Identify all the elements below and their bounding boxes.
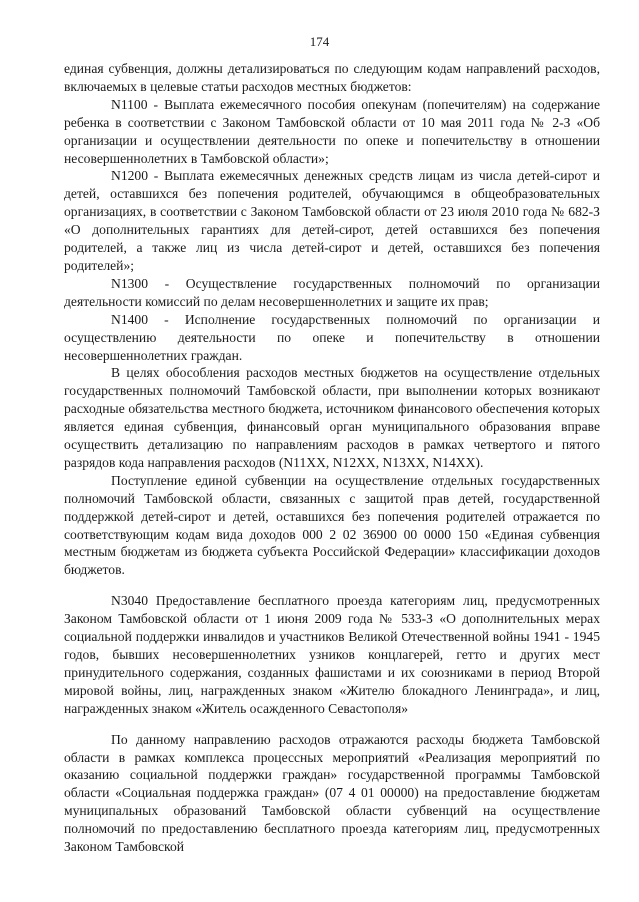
paragraph-n1200: N1200 - Выплата ежемесячных денежных средств лицам из числа детей-сирот и детей, оставшихся без попечения родителей, обучающимся в общеобразовательных организациях, в соответствии с Законом Тамбовской области от 23 июля 2010 года № 682-З «О дополнительных гарантиях для детей-сирот, детей оставшихся без попечения родителей, а также лиц из числа детей-сирот и детей, оставшихся без попечения родителей»; bbox=[64, 168, 600, 273]
paragraph-n3040-body: По данному направлению расходов отражаются расходы бюджета Тамбовской области в рамках комплекса процессных мероприятий «Реализация мероприятий по оказанию социальной поддержки граждан» государственной программы Тамбовской области «Социальная поддержка граждан» (07 4 01 00000) на предоставление бюджетам муниципальных образований Тамбовской области субвенций на осуществление полномочий по предоставлению бесплатного проезда категориям лиц, предусмотренных Законом Тамбовской bbox=[64, 731, 600, 855]
paragraph-n1400: N1400 - Исполнение государственных полномочий по организации и осуществлению деятельности по опеке и попечительству в отношении несовершеннолетних граждан. bbox=[64, 311, 600, 363]
paragraph-revenue: Поступление единой субвенции на осуществление отдельных государственных полномочий Тамбовской области, связанных с защитой прав детей, государственной поддержкой детей-сирот и детей, оставшихся без попечения родителей отражается по соответствующим кодам вида доходов 000 2 02 36900 00 0000 150 «Единая субвенция местным бюджетам из бюджета субъекта Российской Федерации» классификации доходов бюджетов. bbox=[64, 472, 600, 578]
paragraph-n1100: N1100 - Выплата ежемесячного пособия опекунам (попечителям) на содержание ребенка в соответствии с Законом Тамбовской области от 10 мая 2011 года № 2-З «Об организации и осуществлении деятельности по опеке и попечительству в отношении несовершеннолетних в Тамбовской области»; bbox=[64, 96, 600, 166]
paragraph-intro: единая субвенция, должны детализироваться по следующим кодам направлений расходов, включаемых в целевые статьи расходов местных бюджетов: bbox=[64, 61, 600, 94]
paragraph-detailing: В целях обособления расходов местных бюджетов на осуществление отдельных государственных полномочий Тамбовской области, при выполнении которых возникают расходные обязательства местного бюджета, источником финансового обеспечения которых является единая субвенция, финансовый орган муниципального образования вправе осуществить детализацию по направлениям расходов в рамках четвертого и пятого разрядов кода направления расходов (N11ХХ, N12ХХ, N13ХХ, N14ХХ). bbox=[64, 365, 600, 470]
page-number: 174 bbox=[309, 34, 330, 49]
document-body bbox=[64, 60, 600, 856]
paragraph-n1300: N1300 - Осуществление государственных полномочий по организации деятельности комиссий по делам несовершеннолетних и защите их прав; bbox=[64, 275, 600, 309]
paragraph-n3040-heading: N3040 Предоставление бесплатного проезда категориям лиц, предусмотренных Законом Тамбовской области от 1 июня 2009 года № 533-З «О дополнительных мерах социальной поддержки инвалидов и участников Великой Отечественной войны 1941 - 1945 годов, бывших несовершеннолетних узников концлагерей, гетто и других мест принудительного содержания, созданных фашистами и их союзниками в период Второй мировой войны, лиц, награжденных знаком «Жителю блокадного Ленинграда», и лиц, награжденных знаком «Житель осажденного Севастополя» bbox=[64, 593, 600, 716]
